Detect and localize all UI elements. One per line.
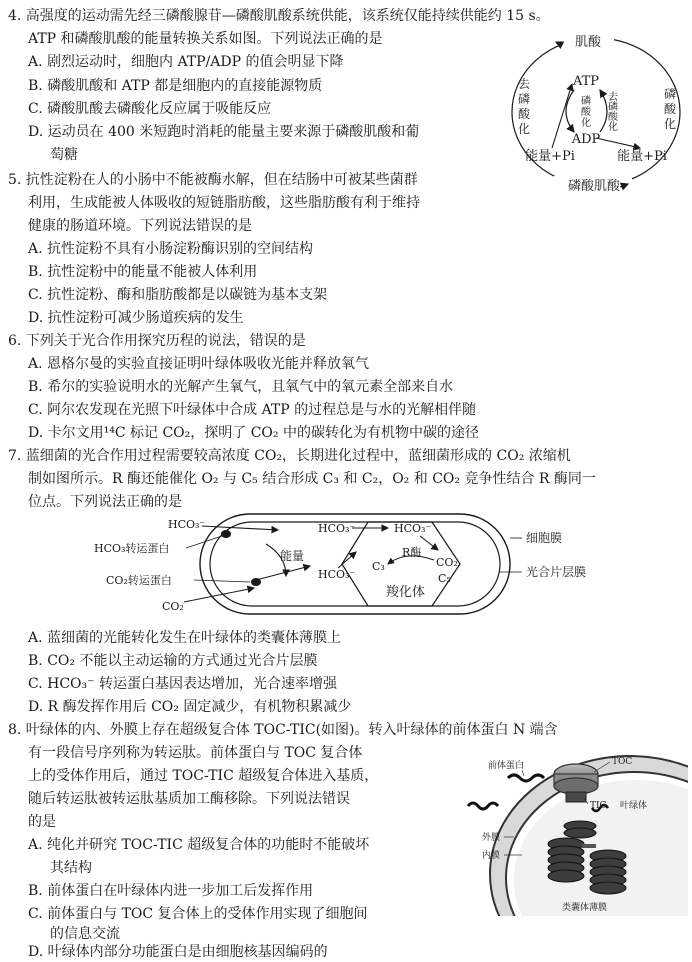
q4-option-a: A. 剧烈运动时，细胞内 ATP/ADP 的值会明显下降: [28, 54, 344, 70]
energy-pi-right-label: 能量+Pi: [617, 149, 667, 164]
svg-text:磷: 磷: [581, 96, 591, 107]
svg-text:酸: 酸: [518, 107, 531, 121]
svg-text:去: 去: [608, 92, 618, 103]
outer-phos-vertical: [664, 86, 677, 131]
c5-label: C₅: [438, 572, 451, 585]
q6-option-c: C. 阿尔农发现在光照下叶绿体中合成 ATP 的过程总是与水的光解相伴随: [28, 402, 477, 418]
atp-label: ATP: [572, 74, 600, 89]
creatine-label: 肌酸: [574, 35, 602, 50]
inner-dephos-vertical: [608, 90, 619, 133]
svg-text:化: 化: [581, 118, 591, 129]
thylakoid-label: 类囊体薄膜: [562, 903, 608, 913]
q6-option-a: A. 恩格尔曼的实验直接证明叶绿体吸收光能并释放氧气: [28, 356, 370, 372]
inner-membrane-label: 内膜: [482, 851, 501, 861]
q7-stem-line3: 位点。下列说法正确的是: [28, 494, 182, 510]
inner-phos-vertical: [581, 94, 592, 129]
q8-option-a: A. 纯化并研究 TOC-TIC 超级复合体的功能时不能破坏: [28, 837, 370, 853]
hco3-carboxysome-label: HCO₃⁻: [394, 522, 432, 535]
svg-text:磷: 磷: [664, 87, 677, 101]
q5-option-b: B. 抗性淀粉中的能量不能被人体利用: [28, 264, 258, 280]
q8-option-a-cont: 其结构: [50, 860, 92, 876]
co2-outer-label: CO₂: [162, 600, 184, 613]
energy-pi-left-label: 能量+Pi: [525, 149, 575, 164]
svg-text:酸: 酸: [608, 112, 618, 123]
q5-option-c: C. 抗性淀粉、酶和脂肪酸都是以碳链为基本支架: [28, 287, 328, 303]
svg-text:酸: 酸: [581, 107, 591, 118]
q8-option-c: C. 前体蛋白与 TOC 复合体上的受体作用实现了细胞间: [28, 906, 368, 922]
chloroplast-label: 叶绿体: [620, 801, 648, 811]
hco3-outer-label: HCO₃⁻: [168, 518, 206, 531]
svg-text:化: 化: [518, 122, 531, 136]
q4-stem-line2: ATP 和磷酸肌酸的能量转换关系如图。下列说法正确的是: [28, 31, 383, 47]
svg-text:化: 化: [664, 117, 677, 131]
hco3-mid-top-label: HCO₃⁻: [318, 522, 356, 535]
q5-stem-line1: 5. 抗性淀粉在人的小肠中不能被酶水解，但在结肠中可被某些菌群: [8, 172, 418, 188]
carboxysome-label: 羧化体: [386, 585, 426, 600]
svg-text:磷: 磷: [518, 92, 531, 106]
q7-option-a: A. 蓝细菌的光能转化发生在叶绿体的类囊体薄膜上: [28, 630, 342, 646]
q5-stem-line2: 利用，生成能被人体吸收的短链脂肪酸，这些脂肪酸有利于维持: [28, 195, 420, 211]
svg-text:去: 去: [518, 77, 531, 91]
cyanobacteria-co2-concentrating-diagram: [90, 510, 610, 628]
q8-option-d: D. 叶绿体内部分功能蛋白是由细胞核基因编码的: [28, 944, 328, 960]
r-enzyme-label: R酶: [402, 546, 422, 559]
q4-option-b: B. 磷酸肌酸和 ATP 都是细胞内的直接能源物质: [28, 78, 323, 94]
q7-stem-line1: 7. 蓝细菌的光合作用过程需要较高浓度 CO₂，长期进化过程中，蓝细菌形成的 CO₂ 浓缩机: [8, 448, 571, 464]
q8-stem-line1: 8. 叶绿体的内、外膜上存在超级复合体 TOC-TIC(如图)。转入叶绿体的前体蛋白 N 端含: [8, 722, 558, 738]
q4-stem-line1: 4. 高强度的运动需先经三磷酸腺苷—磷酸肌酸系统供能，该系统仅能持续供能约 15 s。: [8, 8, 550, 24]
q7-option-b: B. CO₂ 不能以主动运输的方式通过光合片层膜: [28, 653, 318, 669]
q8-stem-line2: 有一段信号序列称为转运肽。前体蛋白与 TOC 复合体: [28, 745, 363, 761]
q8-option-b: B. 前体蛋白在叶绿体内进一步加工后发挥作用: [28, 883, 314, 899]
q7-option-d: D. R 酶发挥作用后 CO₂ 固定减少，有机物积累减少: [28, 699, 352, 715]
energy-label: 能量: [280, 549, 305, 563]
outer-dephos-vertical: [518, 76, 531, 136]
q8-stem-line5: 的是: [28, 814, 56, 830]
q6-option-b: B. 希尔的实验说明水的光解产生氧气，且氧气中的氧元素全部来自水: [28, 379, 454, 395]
q7-option-c: C. HCO₃⁻ 转运蛋白基因表达增加，光合速率增强: [28, 676, 337, 692]
hco3-mid-bottom-label: HCO₃⁻: [318, 568, 356, 581]
tic-complex: [566, 792, 586, 802]
co2-transporter-label: CO₂转运蛋白: [106, 574, 172, 587]
svg-text:化: 化: [608, 122, 618, 133]
svg-text:酸: 酸: [664, 102, 677, 116]
cell-membrane-label: 细胞膜: [526, 531, 563, 545]
toc-tic-chloroplast-diagram: [462, 744, 688, 916]
q5-option-a: A. 抗性淀粉不具有小肠淀粉酶识别的空间结构: [28, 241, 314, 257]
toc-label: TOC: [612, 757, 633, 767]
c3-label: C₃: [372, 560, 385, 573]
co2-carboxysome-label: CO₂: [436, 556, 458, 569]
q4-option-d: D. 运动员在 400 米短跑时消耗的能量主要来源于磷酸肌酸和葡: [28, 124, 420, 140]
tic-label: TIC: [590, 801, 607, 811]
precursor-protein-2: [468, 803, 498, 809]
q4-option-d-cont: 萄糖: [50, 147, 78, 163]
q8-stem-line4: 随后转运肽被转运肽基质加工酶移除。下列说法错误: [28, 791, 350, 807]
q5-option-d: D. 抗性淀粉可减少肠道疾病的发生: [28, 310, 244, 326]
lamella-membrane-label: 光合片层膜: [526, 565, 587, 579]
q8-option-c-cont: 的信息交流: [50, 926, 120, 942]
q6-option-d: D. 卡尔文用¹⁴C 标记 CO₂，探明了 CO₂ 中的碳转化为有机物中碳的途径: [28, 425, 479, 441]
q8-stem-line3: 上的受体作用后，通过 TOC-TIC 超级复合体进入基质，: [28, 768, 379, 784]
q6-stem: 6. 下列关于光合作用探究历程的说法，错误的是: [8, 333, 306, 349]
q7-stem-line2: 制如图所示。R 酶还能催化 O₂ 与 C₅ 结合形成 C₃ 和 C₂，O₂ 和 CO₂ 竞争性结合 R 酶同一: [28, 471, 596, 487]
precursor-protein-label: 前体蛋白: [488, 761, 525, 771]
q5-stem-line3: 健康的肠道环境。下列说法错误的是: [28, 218, 252, 234]
phosphocreatine-label: 磷酸肌酸: [567, 179, 621, 194]
outer-membrane-label: 外膜: [482, 833, 501, 843]
precursor-protein-1: [508, 775, 544, 781]
adp-label: ADP: [571, 132, 601, 147]
q4-option-c: C. 磷酸肌酸去磷酸化反应属于吸能反应: [28, 101, 272, 117]
hco3-transporter-label: HCO₃转运蛋白: [94, 542, 170, 555]
atp-phosphocreatine-diagram: [504, 30, 688, 198]
hco3-transporter-dot: [221, 530, 231, 538]
svg-text:磷: 磷: [608, 102, 618, 113]
